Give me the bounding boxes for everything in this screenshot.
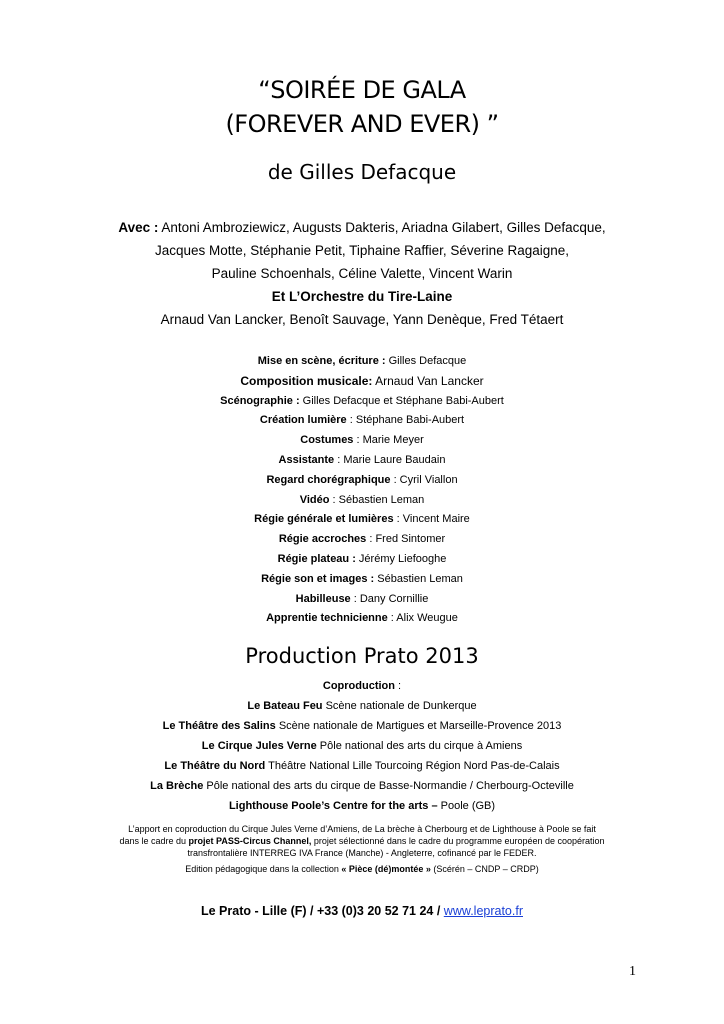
partner-name: Le Cirque Jules Verne xyxy=(201,740,317,752)
credit-role: Régie son et images : xyxy=(261,572,375,585)
credit-row xyxy=(0,530,724,550)
cast-line-3: Pauline Schoenhals, Céline Valette, Vincent Warin xyxy=(211,266,513,281)
contact-text: Le Prato - Lille (F) / +33 (0)3 20 52 71 24 / xyxy=(200,904,444,918)
credit-name: Sébastien Leman xyxy=(374,572,463,585)
credit-row xyxy=(0,352,724,372)
partner-name: Lighthouse Poole’s Centre for the arts – xyxy=(228,800,438,812)
partner-desc: Poole (GB) xyxy=(437,800,496,812)
partner-desc: Pôle national des arts du cirque à Amiens xyxy=(316,740,523,752)
credit-name: : Fred Sintomer xyxy=(366,533,446,546)
credit-role: Apprentie technicienne xyxy=(266,612,388,625)
coproduction-suffix: : xyxy=(394,680,402,692)
note-line-1: L’apport en coproduction du Cirque Jules Verne d’Amiens, de La brèche à Cherbourg et de Lighthouse à Poole se fait xyxy=(128,824,596,834)
credit-name: Arnaud Van Lancker xyxy=(372,373,484,388)
credit-role: Regard chorégraphique xyxy=(266,473,391,486)
credit-row xyxy=(0,550,724,570)
partner-row xyxy=(0,696,724,716)
author-subtitle: de Gilles Defacque xyxy=(267,160,457,184)
title-line-1: “SOIRÉE DE GALA xyxy=(258,76,466,104)
funding-note xyxy=(60,823,664,859)
partner-name: Le Théâtre du Nord xyxy=(164,760,266,772)
partner-desc: Pôle national des arts du cirque de Basse-Normandie / Cherbourg-Octeville xyxy=(203,780,574,792)
credit-name: : Marie Laure Baudain xyxy=(334,453,446,466)
credit-row xyxy=(0,510,724,530)
edition-pre: Edition pédagogique dans la collection xyxy=(185,864,342,874)
partner-name: La Brèche xyxy=(150,780,204,792)
website-link[interactable]: www.leprato.fr xyxy=(443,904,523,918)
coproduction-label: Coproduction xyxy=(322,680,395,692)
credit-name: : Vincent Maire xyxy=(393,513,470,526)
credit-role: Régie plateau : xyxy=(277,552,356,565)
credit-row xyxy=(0,491,724,511)
partner-row xyxy=(0,796,724,816)
credit-name: Jérémy Liefooghe xyxy=(355,552,447,565)
partner-row xyxy=(0,756,724,776)
credit-row xyxy=(0,372,724,392)
production-title: Production Prato 2013 xyxy=(245,644,479,668)
credits-block xyxy=(0,352,724,629)
note-line-2 xyxy=(60,835,664,847)
credit-row xyxy=(0,609,724,629)
partner-desc: Scène nationale de Martigues et Marseille-Provence 2013 xyxy=(275,720,562,732)
credit-role: Création lumière xyxy=(259,414,347,427)
page-number: 1 xyxy=(629,964,636,979)
cast-line-2: Jacques Motte, Stéphanie Petit, Tiphaine Raffier, Séverine Ragaigne, xyxy=(154,243,569,258)
partner-name: Le Théâtre des Salins xyxy=(162,720,276,732)
cast-line-1 xyxy=(0,216,724,239)
musicians-line: Arnaud Van Lancker, Benoît Sauvage, Yann Denèque, Fred Tétaert xyxy=(160,312,564,327)
orchestra-heading xyxy=(0,285,724,308)
credit-role: Mise en scène, écriture : xyxy=(257,355,386,367)
note-line-2-post: projet sélectionné dans le cadre du programme européen de coopération xyxy=(311,836,605,846)
credit-row xyxy=(0,392,724,412)
contact-line xyxy=(0,904,724,918)
credit-row xyxy=(0,451,724,471)
credit-name: : Stéphane Babi-Aubert xyxy=(346,414,465,427)
cast-block xyxy=(0,216,724,331)
credit-name: Gilles Defacque xyxy=(385,355,467,367)
note-project-name: projet PASS-Circus Channel, xyxy=(188,836,312,846)
coproduction-block xyxy=(0,676,724,816)
credit-name: : Dany Cornillie xyxy=(350,592,429,605)
partner-desc: Scène nationale de Dunkerque xyxy=(322,700,477,712)
credit-role: Composition musicale: xyxy=(240,373,373,388)
partner-row xyxy=(0,736,724,756)
credit-name: : Alix Weugue xyxy=(387,612,458,625)
credit-row xyxy=(0,431,724,451)
partner-name: Le Bateau Feu xyxy=(247,700,323,712)
credit-name: Gilles Defacque et Stéphane Babi-Aubert xyxy=(299,394,504,407)
note-line-2-pre: dans le cadre du xyxy=(119,836,189,846)
credit-role: Assistante xyxy=(278,453,335,466)
credit-row xyxy=(0,590,724,610)
credit-role: Scénographie : xyxy=(220,394,300,407)
credit-role: Régie accroches xyxy=(278,533,367,546)
edition-post: (Scérén – CNDP – CRDP) xyxy=(430,864,539,874)
partner-row xyxy=(0,716,724,736)
partner-row xyxy=(0,776,724,796)
credit-role: Costumes xyxy=(300,434,354,447)
credit-role: Vidéo xyxy=(299,493,330,506)
credit-name: : Marie Meyer xyxy=(353,434,424,447)
credit-row xyxy=(0,570,724,590)
credit-row xyxy=(0,471,724,491)
credit-role: Régie générale et lumières xyxy=(254,513,394,526)
partner-desc: Théâtre National Lille Tourcoing Région Nord Pas-de-Calais xyxy=(265,760,560,772)
cast-names-1: Antoni Ambroziewicz, Augusts Dakteris, Ariadna Gilabert, Gilles Defacque, xyxy=(158,220,606,235)
credit-role: Habilleuse xyxy=(295,592,351,605)
credit-row xyxy=(0,411,724,431)
coproduction-heading xyxy=(0,676,724,696)
note-line-3: transfrontalière INTERREG IVA France (Manche) - Angleterre, cofinancé par le FEDER. xyxy=(187,848,537,858)
avec-label: Avec : xyxy=(118,220,159,235)
credit-name: : Sébastien Leman xyxy=(329,493,425,506)
title-line-2: (FOREVER AND EVER) ” xyxy=(225,110,499,138)
edition-note xyxy=(0,864,724,874)
edition-collection: « Pièce (dé)montée » xyxy=(341,864,431,874)
credit-name: : Cyril Viallon xyxy=(390,473,458,486)
orchestra-label: Et L’Orchestre du Tire-Laine xyxy=(271,289,453,304)
